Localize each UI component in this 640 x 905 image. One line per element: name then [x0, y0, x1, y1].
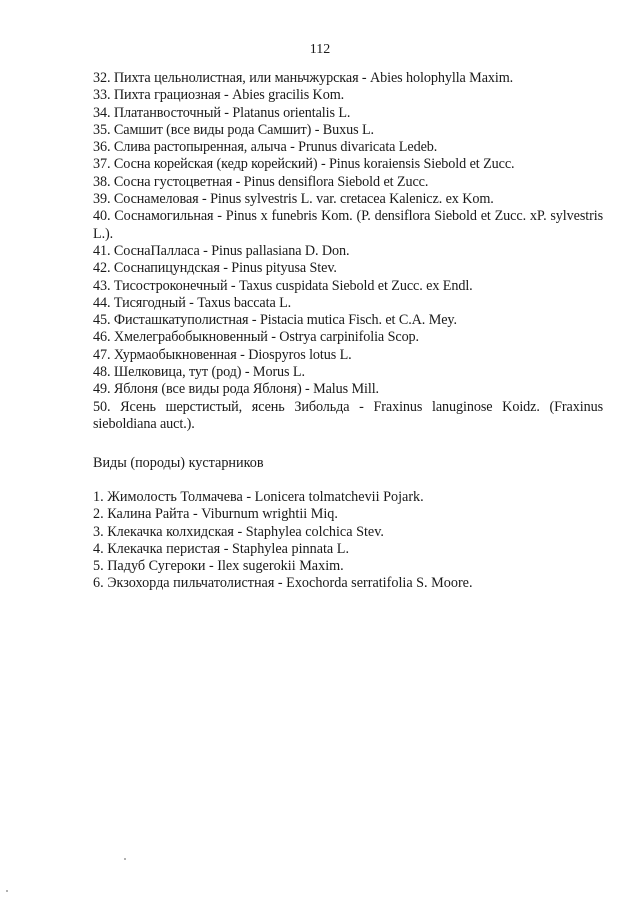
list-item: 49. Яблоня (все виды рода Яблоня) - Malus Mill. — [93, 381, 379, 398]
list-item: 37. Сосна корейская (кедр корейский) - Pinus koraiensis Siebold et Zucc. — [93, 156, 515, 173]
list-item: 43. Тисостроконечный - Taxus cuspidata Siebold et Zucc. ex Endl. — [93, 277, 473, 294]
list-item: 4. Клекачка перистая - Staphylea pinnata L. — [93, 540, 349, 557]
list-item: 45. Фисташкатуполистная - Pistacia mutica Fisch. et C.A. Mey. — [93, 312, 457, 329]
shrub-species-list — [93, 489, 593, 593]
list-item: 3. Клекачка колхидская - Staphylea colchica Stev. — [93, 523, 384, 540]
list-item: 2. Калина Райта - Viburnum wrightii Miq. — [93, 506, 338, 523]
list-item: 5. Падуб Сугероки - Ilex sugerokii Maxim. — [93, 558, 344, 575]
list-item: 34. Платанвосточный - Platanus orientalis L. — [93, 104, 351, 121]
list-item: 38. Сосна густоцветная - Pinus densiflora Siebold et Zucc. — [93, 173, 429, 190]
list-item: 35. Самшит (все виды рода Самшит) - Buxus L. — [93, 121, 374, 138]
list-item: 47. Хурмаобыкновенная - Diospyros lotus L. — [93, 346, 352, 363]
list-item: 36. Слива растопыренная, алыча - Prunus divaricata Ledeb. — [93, 139, 438, 156]
list-item: 6. Экзохорда пильчатолистная - Exochorda serratifolia S. Moore. — [93, 575, 473, 592]
list-item: 40. Соснамогильная - Pinus x funebris Kom. (P. densiflora Siebold et Zucc. xP. sylvestris L.). — [93, 208, 603, 242]
list-item: 33. Пихта грациозная - Abies gracilis Kom. — [93, 87, 345, 104]
list-item: 32. Пихта цельнолистная, или маньчжурская - Abies holophylla Maxim. — [93, 70, 514, 86]
shrubs-section-title: Виды (породы) кустарников — [93, 455, 264, 471]
scan-speck — [6, 890, 8, 892]
list-item: 46. Хмелеграбобыкновенный - Ostrya carpinifolia Scop. — [93, 329, 420, 346]
list-item: 39. Соснамеловая - Pinus sylvestris L. var. cretacea Kalenicz. ex Kom. — [93, 191, 494, 208]
list-item: 48. Шелковица, тут (род) - Morus L. — [93, 364, 305, 381]
list-item: 50. Ясень шерстистый, ясень Зибольда - Fraxinus lanuginose Koidz. (Fraxinus sieboldiana auct.). — [93, 398, 603, 432]
tree-species-list — [93, 70, 603, 433]
list-item: 1. Жимолость Толмачева - Lonicera tolmatchevii Pojark. — [93, 489, 424, 505]
list-item: 41. СоснаПалласа - Pinus pallasiana D. Don. — [93, 242, 350, 259]
list-item: 44. Тисягодный - Taxus baccata L. — [93, 294, 292, 311]
list-item: 42. Соснапицундская - Pinus pityusa Stev. — [93, 260, 337, 277]
page-number: 112 — [309, 42, 331, 57]
scan-speck — [124, 858, 126, 860]
